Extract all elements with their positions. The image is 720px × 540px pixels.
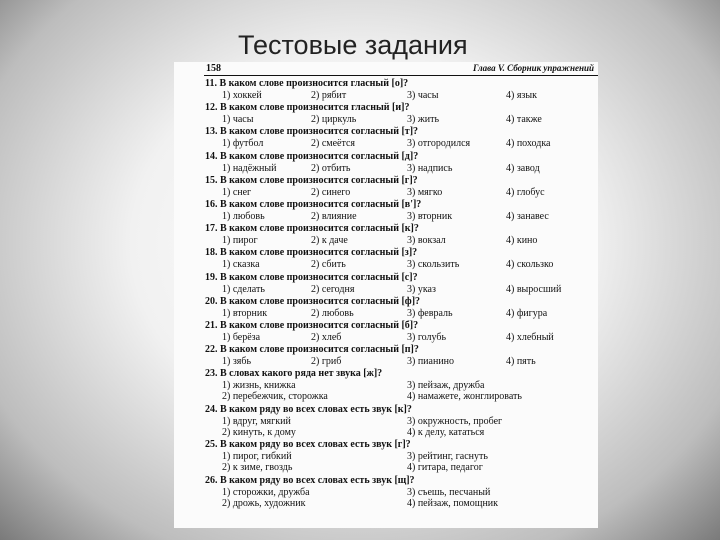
question-prompt: В каком слове произносится согласный [г]? [220,174,418,186]
question-number: 19. [205,271,220,283]
question-number: 14. [205,150,220,162]
question-text [205,404,412,415]
question-block [174,344,598,368]
question-text [205,247,417,258]
answer-option: 2) смеётся [311,138,356,150]
question-text [205,272,418,283]
answer-option: 4) также [506,114,542,126]
question-number: 21. [205,320,220,331]
answer-option: 2) хлеб [311,332,342,343]
header-rule [204,75,598,76]
answer-option: 3) голубь [407,332,447,343]
question-prompt: В каком слове произносится согласный [п]? [220,344,419,356]
answer-option: 4) язык [506,90,537,101]
question-block [174,175,598,199]
question-prompt: В каком слове произносится согласный [в']? [220,199,422,210]
question-block [174,126,598,150]
answer-option: 3) рейтинг, гаснуть [407,451,488,463]
question-prompt: В каком слове произносится гласный [и]? [220,102,410,114]
answer-option: 2) рябит [311,90,347,101]
answer-option: 3) окружность, пробег [407,415,503,427]
question-block [174,78,598,102]
answer-option: 2) к даче [311,235,348,247]
question-block [174,404,598,440]
question-number: 25. [205,439,220,451]
answer-option: 1) футбол [222,138,264,150]
answer-option: 2) сегодня [311,283,355,295]
question-text [205,199,421,210]
question-number: 12. [205,102,220,114]
textbook-page-scan [174,62,598,528]
answer-option: 1) любовь [222,211,265,222]
answer-option: 1) берёза [222,332,261,343]
question-block [174,199,598,223]
question-number: 17. [205,223,220,235]
question-number: 26. [205,474,220,486]
question-number: 20. [205,295,220,307]
answer-option: 3) вокзал [407,235,446,247]
chapter-title: Глава V. Сборник упражнений [473,63,594,73]
answer-option: 3) февраль [407,307,453,319]
question-block [174,475,598,511]
answer-option: 2) влияние [311,211,357,222]
question-prompt: В каком слове произносится согласный [б]? [220,320,419,331]
answer-option: 3) скользить [407,259,460,271]
question-text [205,151,418,162]
answer-option: 2) к зиме, гвоздь [222,462,293,474]
answer-option: 3) надпись [407,162,453,174]
answer-option: 2) перебежчик, сторожка [222,391,328,403]
answer-option: 1) сделать [222,283,265,295]
question-prompt: В каком ряду во всех словах есть звук [г]? [220,439,411,451]
question-text [205,223,419,234]
slide-title: Тестовые задания [238,30,468,60]
answer-option: 1) надёжный [222,162,277,174]
answer-option: 4) походка [506,138,551,150]
question-prompt: В каком слове произносится согласный [с]? [220,271,418,283]
question-text [205,320,418,331]
answer-option: 3) жить [407,114,440,126]
question-prompt: В каком слове произносится согласный [т]? [220,126,419,138]
answer-option: 3) часы [407,90,439,101]
answer-option: 2) отбить [311,162,351,174]
answer-option: 2) сбить [311,259,346,271]
answer-option: 4) завод [506,162,540,174]
question-prompt: В каком слове произносится согласный [д]? [220,150,419,162]
question-block [174,247,598,271]
answer-option: 1) часы [222,114,254,126]
answer-option: 1) пирог [222,235,258,247]
question-prompt: В словах какого ряда нет звука [ж]? [220,368,383,380]
question-text [205,475,415,486]
answer-option: 3) съешь, песчаный [407,486,491,498]
answer-option: 4) намажете, жонглировать [407,391,522,403]
question-text [205,126,418,137]
question-prompt: В каком слове произносится согласный [ф]? [220,295,421,307]
answer-option: 2) кинуть, к дому [222,426,296,438]
question-prompt: В каком слове произносится согласный [к]? [220,223,419,235]
answer-option: 4) выросший [506,283,562,295]
answer-option: 1) зябь [222,356,252,368]
question-number: 22. [205,344,220,356]
question-block [174,320,598,344]
question-prompt: В каком слове произносится гласный [о]? [219,78,409,89]
answer-option: 4) глобус [506,186,545,198]
answer-option: 3) мягко [407,186,443,198]
answer-option: 3) вторник [407,211,453,222]
question-number: 23. [205,368,220,380]
answer-option: 4) гитара, педагог [407,462,483,474]
answer-option: 1) вторник [222,307,268,319]
question-text [205,175,418,186]
answer-option: 1) вдруг, мягкий [222,415,291,427]
page-header [174,63,598,75]
question-prompt: В каком ряду во всех словах есть звук [к]? [220,403,412,415]
answer-option: 4) скользко [506,259,554,271]
question-block [174,223,598,247]
question-block [174,151,598,175]
question-block [174,102,598,126]
answer-option: 4) фигура [506,307,548,319]
answer-option: 4) к делу, кататься [407,426,485,438]
question-number: 13. [205,126,220,138]
answer-option: 4) хлебный [506,332,554,343]
answer-option: 3) пейзаж, дружба [407,380,485,392]
page-number: 158 [206,63,221,74]
question-text [205,296,420,307]
answer-option: 4) кино [506,235,538,247]
question-block [174,272,598,296]
answer-option: 4) пейзаж, помощник [407,497,499,509]
question-text [205,78,408,89]
answer-option: 1) сторожки, дружба [222,486,310,498]
question-number: 16. [205,199,220,210]
answer-option: 1) хоккей [222,90,262,101]
answer-option: 2) синего [311,186,351,198]
answer-option: 2) любовь [311,307,354,319]
answer-option: 2) циркуль [311,114,357,126]
answer-option: 3) пианино [407,356,455,368]
question-block [174,296,598,320]
question-text [205,368,382,379]
question-text [205,344,419,355]
answer-option: 2) дрожь, художник [222,497,306,509]
answer-option: 3) указ [407,283,436,295]
question-number: 24. [205,403,220,415]
answer-option: 1) снег [222,186,252,198]
answer-option: 3) отгородился [407,138,471,150]
answer-option: 4) пять [506,356,536,368]
answer-option: 4) занавес [506,211,549,222]
question-number: 11. [205,78,220,89]
answer-option: 1) жизнь, книжка [222,380,296,392]
question-block [174,439,598,475]
question-prompt: В каком слове произносится согласный [з]? [220,247,418,259]
answer-option: 1) пирог, гибкий [222,451,292,463]
question-prompt: В каком ряду во всех словах есть звук [щ]? [220,474,415,486]
question-number: 15. [205,174,220,186]
question-text [205,102,409,113]
answer-option: 1) сказка [222,259,260,271]
question-block [174,368,598,404]
question-number: 18. [205,247,220,259]
question-text [205,439,411,450]
answer-option: 2) гриб [311,356,342,368]
